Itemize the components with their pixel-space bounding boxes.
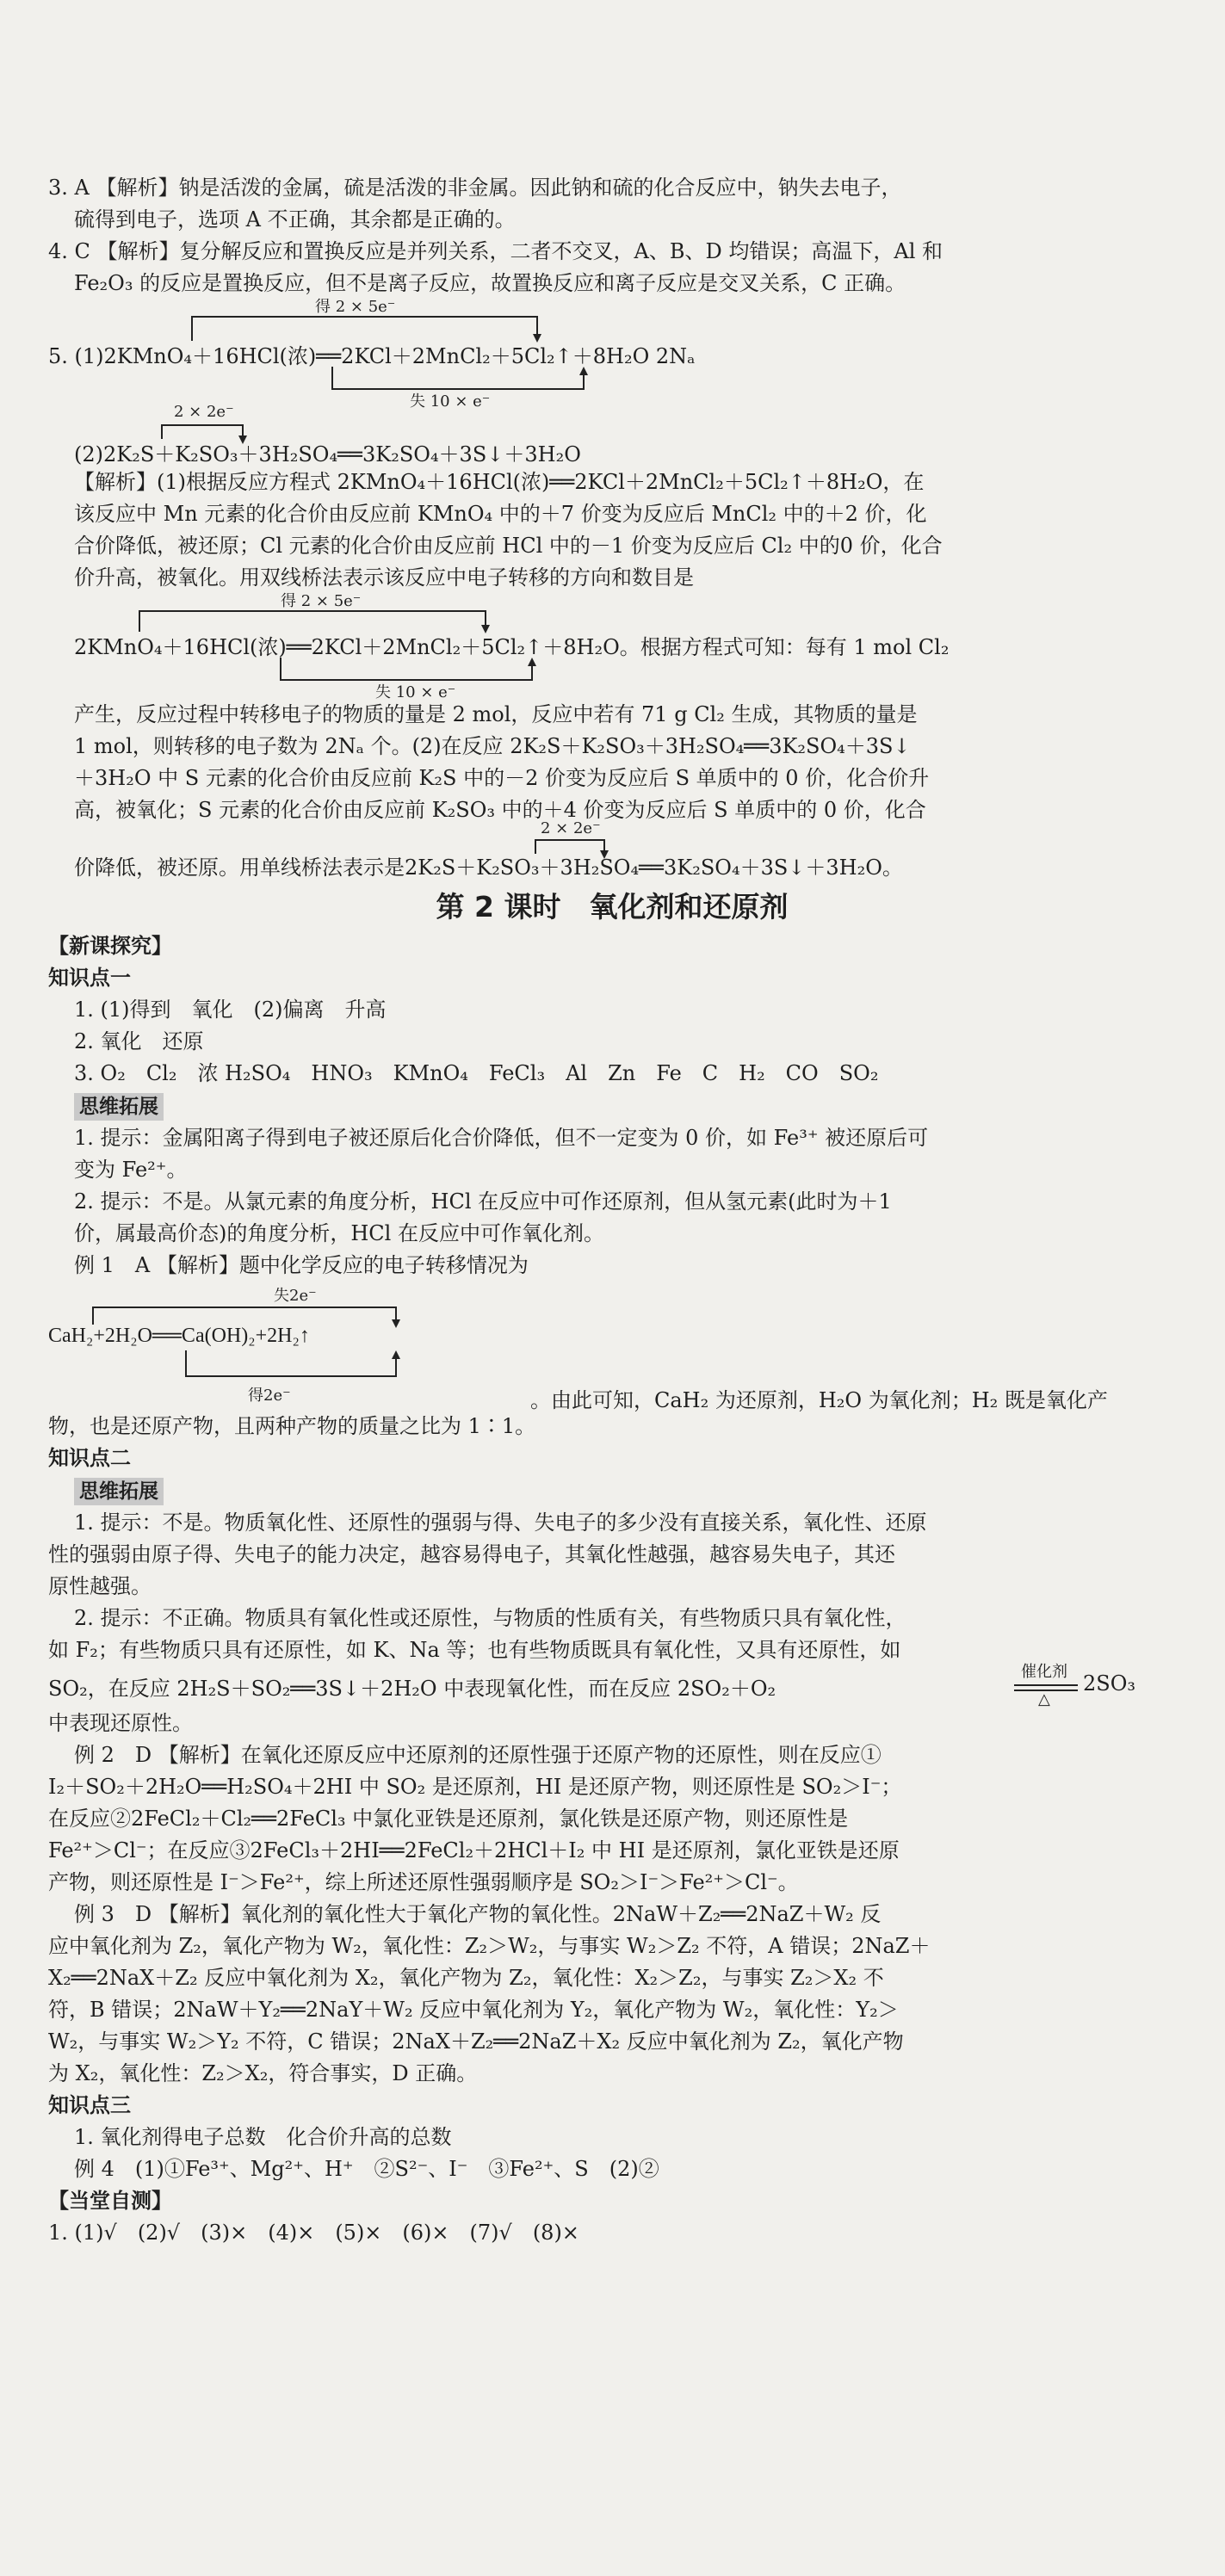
think2-1-line-3: 原性越强。: [48, 1574, 152, 1598]
example-3-line-5: W₂，与事实 W₂＞Y₂ 不符，C 错误；2NaX＋Z₂══2NaZ＋X₂ 反应中氧化剂为 Z₂，氧化产物: [48, 2029, 904, 2054]
example-1-gain-label: 得2e⁻: [248, 1387, 291, 1405]
explain-line-2: 该反应中 Mn 元素的化合价由反应前 KMnO₄ 中的＋7 价变为反应后 MnCl₂ 中的＋2 价，化: [74, 502, 927, 526]
q5-double-bridge: [48, 300, 1176, 410]
knowledge-point-1: 知识点一: [48, 966, 131, 990]
explain-loss-label: 失 10 × e⁻: [375, 683, 456, 701]
q5-2-label: 2 × 2e⁻: [174, 403, 234, 421]
knowledge-point-2: 知识点二: [48, 1446, 131, 1470]
example-3-line-2: 应中氧化剂为 Z₂，氧化产物为 W₂，氧化性：Z₂＞W₂，与事实 W₂＞Z₂ 不符，A 错误；2NaZ＋: [48, 1934, 931, 1958]
explain-equation: 2KMnO₄＋16HCl(浓)══2KCl＋2MnCl₂＋5Cl₂↑＋8H₂O。根据方程式可知：每有 1 mol Cl₂: [74, 635, 950, 659]
example-1-bridge: [48, 1282, 1176, 1411]
example-2-line-3: 在反应②2FeCl₂＋Cl₂══2FeCl₃ 中氯化亚铁是还原剂，氯化铁是还原产物，则还原性是: [48, 1807, 849, 1831]
condition-arrow: [48, 1666, 1176, 1708]
example-2-line-4: Fe²⁺＞Cl⁻；在反应③2FeCl₃＋2HI══2FeCl₂＋2HCl＋I₂ 中 HI 是还原剂，氯化亚铁是还原: [48, 1838, 900, 1863]
example-3-line-6: 为 X₂，氧化性：Z₂＞X₂，符合事实，D 正确。: [48, 2061, 478, 2085]
explain-double-bridge: [48, 594, 1176, 699]
explain-gain-label: 得 2 × 5e⁻: [281, 592, 362, 610]
think2-2-line-3: [48, 1663, 1176, 1708]
q5-equation-2: (2)2K₂S＋K₂SO₃＋3H₂SO₄══3K₂SO₄＋3S↓＋3H₂O: [74, 442, 581, 466]
kp1-item-2: 2. 氧化 还原: [74, 1029, 204, 1053]
section-in-class-test: 【当堂自测】: [48, 2189, 172, 2213]
example-2-line-1: 例 2 D 【解析】在氧化还原反应中还原剂的还原性强于还原产物的还原性，则在反应①: [74, 1743, 882, 1767]
example-3-line-4: 符，B 错误；2NaW＋Y₂══2NaY＋W₂ 反应中氧化剂为 Y₂，氧化产物为 W₂，氧化性：Y₂＞: [48, 1998, 899, 2022]
test-answers-1: 1. (1)√ (2)√ (3)× (4)× (5)× (6)× (7)√ (8)×: [48, 2221, 579, 2245]
example-1-conclusion: 。由此可知，CaH₂ 为还原剂，H₂O 为氧化剂；H₂ 既是氧化产: [530, 1388, 1108, 1412]
q5-gain-label: 得 2 × 5e⁻: [315, 298, 396, 316]
example-1-loss-label: 失2e⁻: [274, 1287, 317, 1305]
kp3-item-1: 1. 氧化剂得电子总数 化合价升高的总数: [74, 2125, 452, 2149]
think1-2-line-2: 价，属最高价态)的角度分析，HCl 在反应中可作氧化剂。: [74, 1221, 604, 1245]
catalyst-label: 催化剂: [1021, 1663, 1067, 1681]
think1-2-line-1: 2. 提示：不是。从氯元素的角度分析，HCl 在反应中可作还原剂，但从氢元素(此时为＋1: [74, 1189, 892, 1214]
thinking-extension-1: 思维拓展: [74, 1093, 164, 1121]
think2-2-line-1: 2. 提示：不正确。物质具有氧化性或还原性，与物质的性质有关，有些物质只具有氧化性，: [74, 1606, 906, 1630]
explain-line-1: 【解析】(1)根据反应方程式 2KMnO₄＋16HCl(浓)══2KCl＋2MnCl₂＋5Cl₂↑＋8H₂O，在: [74, 470, 925, 494]
think2-1-line-1: 1. 提示：不是。物质氧化性、还原性的强弱与得、失电子的多少没有直接关系，氧化性、还原: [74, 1510, 927, 1535]
explain-line-4: 价升高，被氧化。用双线桥法表示该反应中电子转移的方向和数目是: [74, 565, 694, 590]
explain-line-7: ＋3H₂O 中 S 元素的化合价由反应前 K₂S 中的－2 价变为反应后 S 单质中的 0 价，化合价升: [74, 766, 930, 790]
example-1-conclusion-2: 物，也是还原产物，且两种产物的质量之比为 1∶1。: [48, 1414, 536, 1438]
think2-2-line-4: 中表现还原性。: [48, 1711, 193, 1735]
think1-1-line-1: 1. 提示：金属阳离子得到电子被还原后化合价降低，但不一定变为 0 价，如 Fe³⁺ 被还原后可: [74, 1126, 929, 1150]
think2-2-line-2: 如 F₂；有些物质只具有还原性，如 K、Na 等；也有些物质既具有氧化性，又具有还原性，如: [48, 1638, 901, 1662]
think2-2-line-3-text: SO₂，在反应 2H₂S＋SO₂══3S↓＋2H₂O 中表现氧化性，而在反应 2SO₂＋O₂: [48, 1677, 776, 1701]
example-2-line-5: 产物，则还原性是 I⁻＞Fe²⁺，综上所述还原性强弱顺序是 SO₂＞I⁻＞Fe²⁺＞Cl⁻。: [48, 1870, 799, 1894]
explain-line-9: 价降低，被还原。用单线桥法表示是2K₂S＋K₂SO₃＋3H₂SO₄══3K₂SO₄＋3S↓＋3H₂O。: [74, 856, 903, 880]
think2-2-line-3-end: 2SO₃: [1083, 1671, 1136, 1696]
think2-1-line-2: 性的强弱由原子得、失电子的能力决定，越容易得电子，其氧化性越强，越容易失电子，其还: [48, 1542, 895, 1566]
example-4: 例 4 (1)①Fe³⁺、Mg²⁺、H⁺ ②S²⁻、I⁻ ③Fe²⁺、S (2)②: [74, 2157, 659, 2181]
q4-line-1: 4. C 【解析】复分解反应和置换反应是并列关系，二者不交叉，A、B、D 均错误；高温下，Al 和: [48, 239, 943, 263]
q3-line-1: 3. A 【解析】钠是活泼的金属，硫是活泼的非金属。因此钠和硫的化合反应中，钠失去电子，: [48, 176, 902, 200]
kp1-item-1: 1. (1)得到 氧化 (2)偏离 升高: [74, 998, 387, 1022]
q5-loss-label: 失 10 × e⁻: [410, 392, 491, 411]
q5-equation-1: 5. (1)2KMnO₄＋16HCl(浓)══2KCl＋2MnCl₂＋5Cl₂↑＋8H₂O 2Nₐ: [48, 344, 696, 368]
explain-line-6: 1 mol，则转移的电子数为 2Nₐ 个。(2)在反应 2K₂S＋K₂SO₃＋3H₂SO₄══3K₂SO₄＋3S↓: [74, 734, 911, 758]
example-3-line-3: X₂══2NaX＋Z₂ 反应中氧化剂为 X₂，氧化产物为 Z₂，氧化性：X₂＞Z₂，与事实 Z₂＞X₂ 不: [48, 1966, 884, 1990]
explain-line-5: 产生，反应过程中转移电子的物质的量是 2 mol，反应中若有 71 g Cl₂ 生成，其物质的量是: [74, 702, 918, 726]
knowledge-point-3: 知识点三: [48, 2093, 131, 2117]
explain-line-3: 合价降低，被还原；Cl 元素的化合价由反应前 HCl 中的－1 价变为反应后 Cl₂ 中的0 价，化合: [74, 534, 943, 558]
kp1-item-3: 3. O₂ Cl₂ 浓 H₂SO₄ HNO₃ KMnO₄ FeCl₃ Al Zn Fe C H₂ CO SO₂: [74, 1061, 879, 1085]
thinking-extension-2: 思维拓展: [74, 1478, 164, 1505]
section-new-lesson: 【新课探究】: [48, 934, 172, 958]
heat-label: △: [1038, 1690, 1050, 1708]
example-3-line-1: 例 3 D 【解析】氧化剂的氧化性大于氧化产物的氧化性。2NaW＋Z₂══2NaZ＋W₂ 反: [74, 1902, 882, 1926]
q5-single-bridge: [48, 403, 1176, 466]
example-1-equation: CaH₂+2H₂O══Ca(OH)₂+2H₂↑: [48, 1325, 310, 1347]
example-1: 例 1 A 【解析】题中化学反应的电子转移情况为: [74, 1253, 529, 1277]
explain-single-bridge: [48, 819, 1176, 881]
explain-line-8: 高，被氧化；S 元素的化合价由反应前 K₂SO₃ 中的＋4 价变为反应后 S 单质中的 0 价，化合: [74, 798, 926, 822]
q4-line-2: Fe₂O₃ 的反应是置换反应，但不是离子反应，故置换反应和离子反应是交叉关系，C 正确。: [74, 271, 906, 295]
lesson-title: 第 2 课时 氧化剂和还原剂: [436, 890, 789, 924]
example-2-line-2: I₂＋SO₂＋2H₂O══H₂SO₄＋2HI 中 SO₂ 是还原剂，HI 是还原产物，则还原性是 SO₂＞I⁻；: [48, 1775, 902, 1799]
answer-content: [48, 172, 1176, 2249]
q3-line-2: 硫得到电子，选项 A 不正确，其余都是正确的。: [74, 207, 516, 232]
explain-single-label: 2 × 2e⁻: [541, 819, 601, 837]
think1-1-line-2: 变为 Fe²⁺。: [74, 1158, 188, 1182]
